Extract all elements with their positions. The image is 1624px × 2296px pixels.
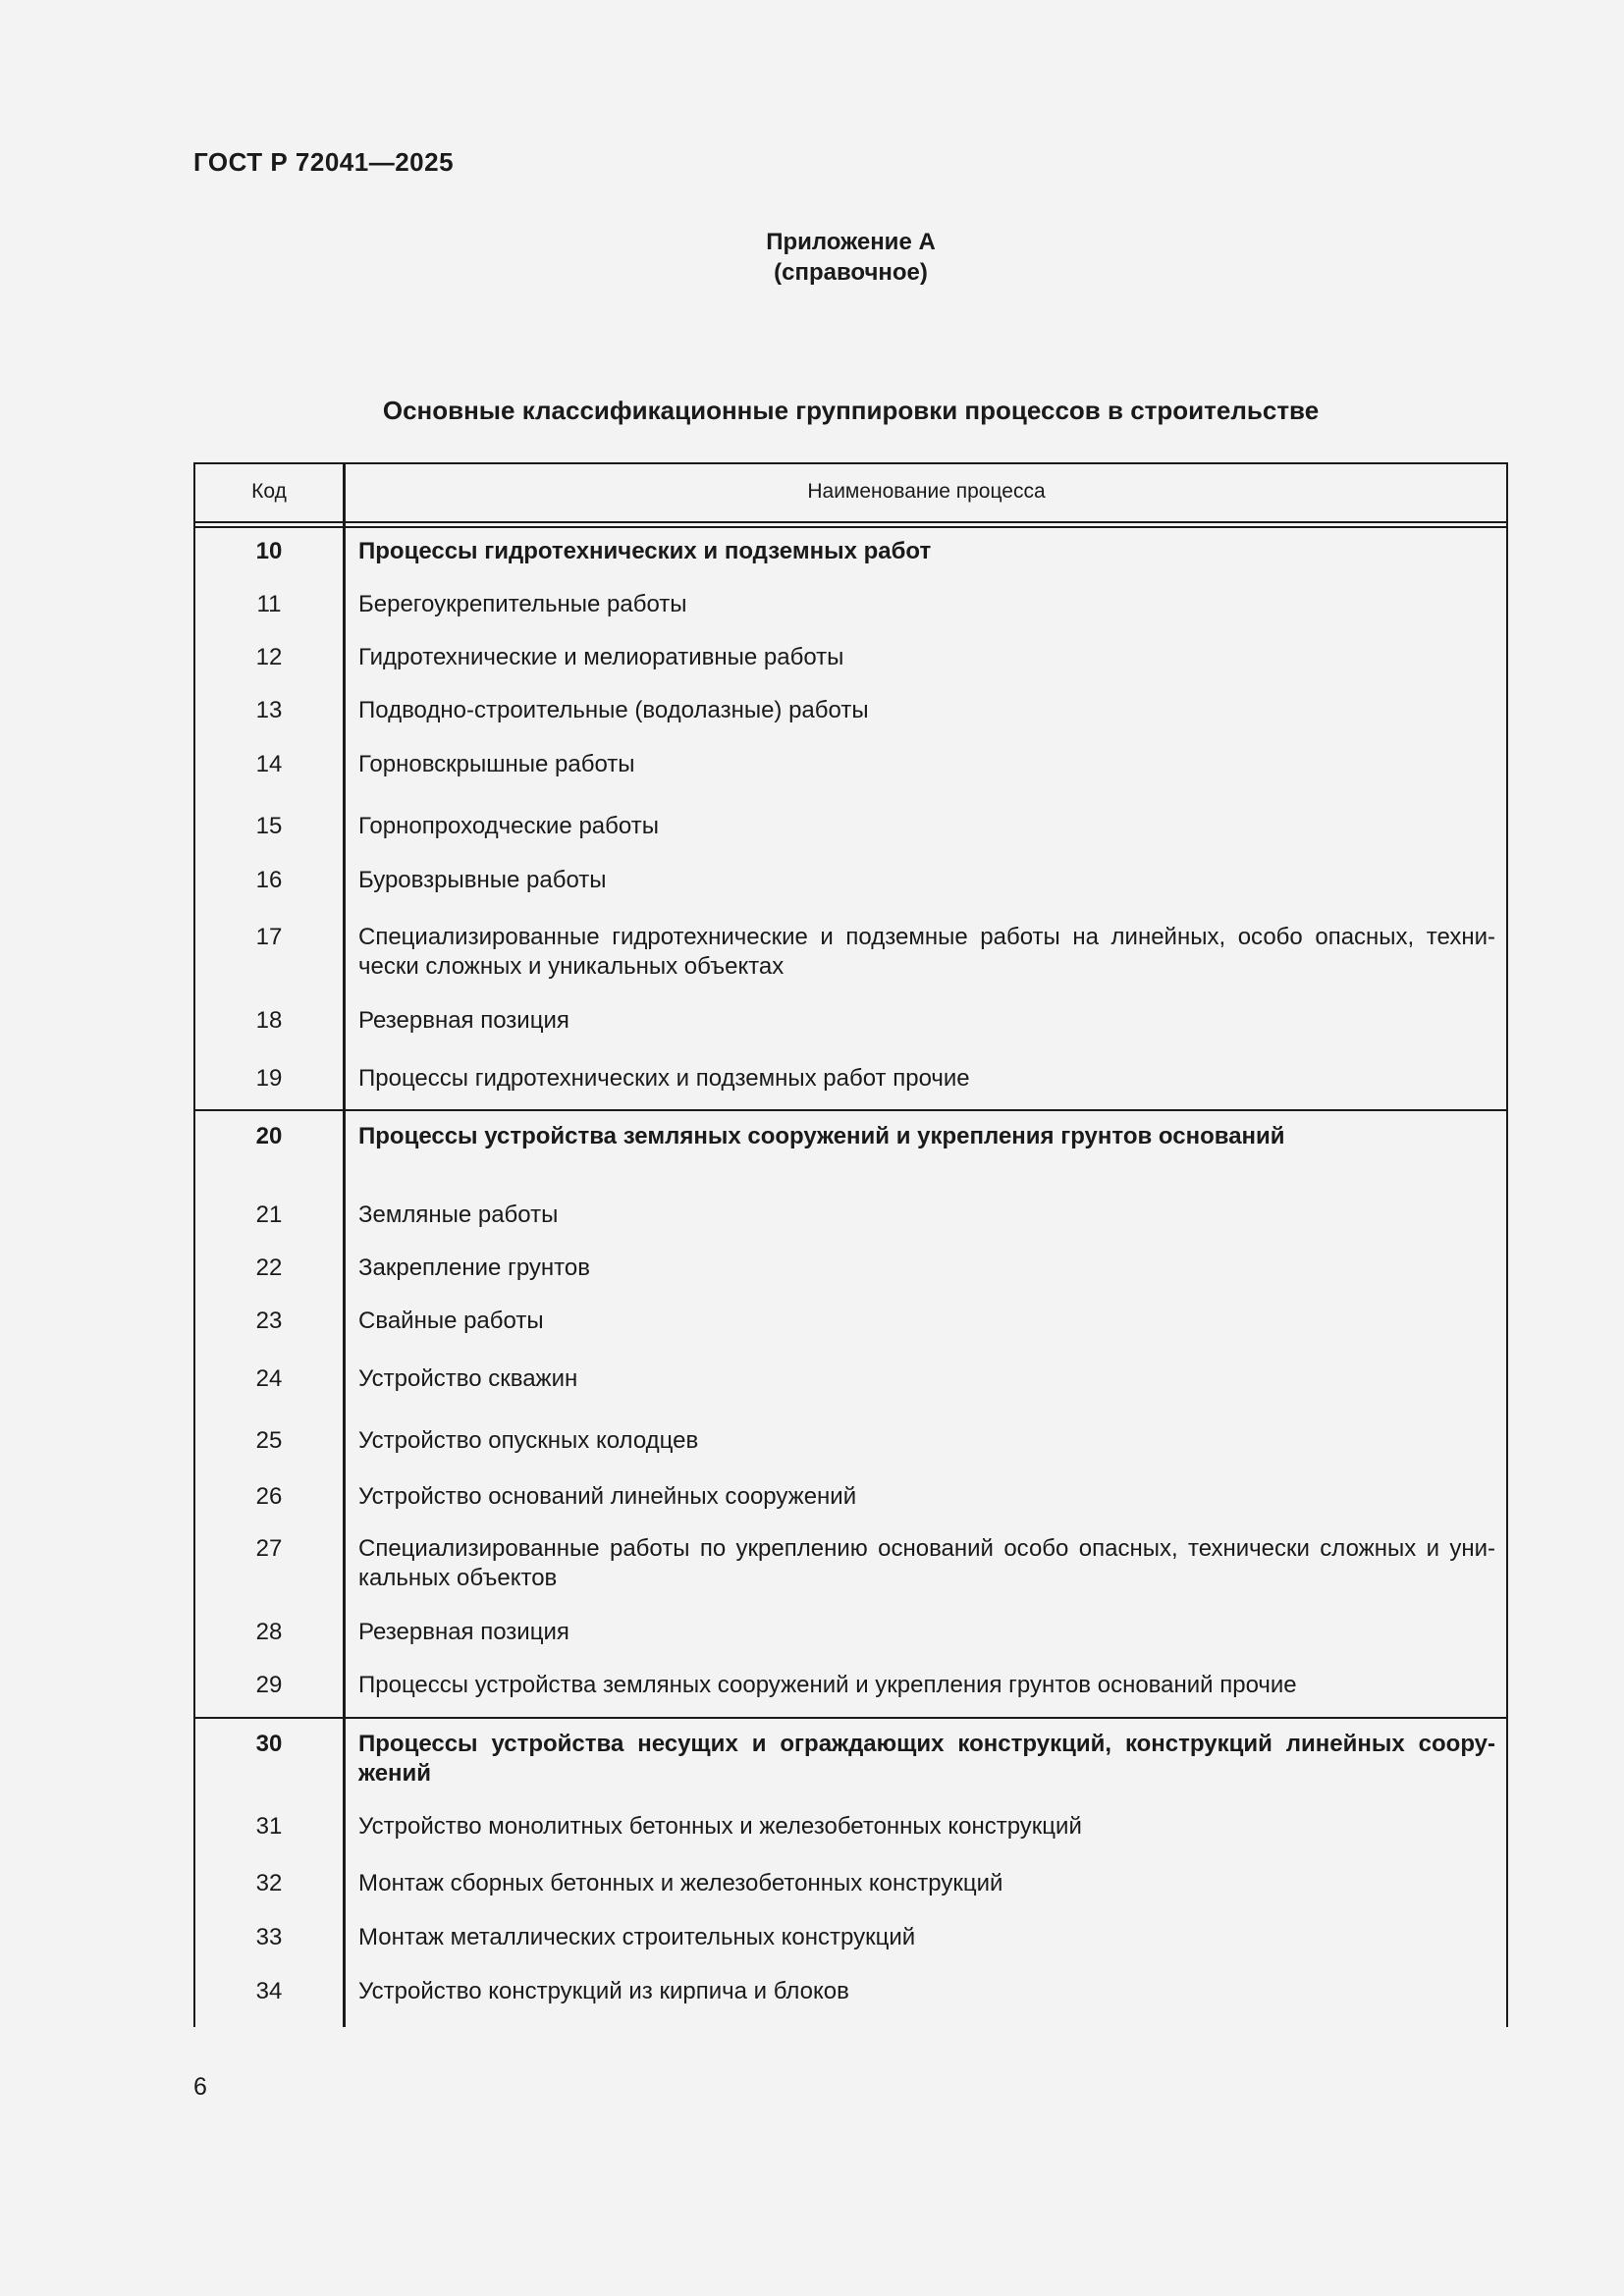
row-name: Земляные работы	[358, 1201, 559, 1228]
row-name: Устройство оснований линейных сооружений	[358, 1483, 857, 1510]
annex-type: (справочное)	[774, 259, 928, 286]
row-code: 10	[255, 538, 283, 564]
row-name: Устройство опускных колодцев	[358, 1427, 699, 1454]
row-name: Процессы гидротехнических и подземных работ прочие	[358, 1065, 970, 1092]
row-code: 19	[255, 1065, 283, 1092]
row-name: Процессы устройства несущих и ограждающих конструкций, конструкций линейных соору-жений	[358, 1731, 1495, 1787]
row-code: 18	[255, 1007, 283, 1034]
row-code: 25	[255, 1427, 283, 1454]
row-code: 34	[255, 1978, 283, 2004]
row-name: Процессы устройства земляных сооружений и укрепления грунтов оснований	[358, 1123, 1285, 1149]
row-code: 28	[255, 1619, 283, 1645]
table-title: Основные классификационные группировки процессов в строительстве	[382, 396, 1320, 425]
header-separator	[193, 521, 1508, 523]
row-name: Процессы устройства земляных сооружений и укрепления грунтов оснований прочие	[358, 1672, 1297, 1698]
row-code: 26	[255, 1483, 283, 1510]
row-code: 14	[255, 751, 283, 777]
row-code: 16	[255, 867, 283, 893]
column-header-name: Наименование процесса	[807, 480, 1046, 503]
row-code: 23	[255, 1308, 283, 1334]
row-name: Резервная позиция	[358, 1007, 569, 1034]
row-name: Буровзрывные работы	[358, 867, 607, 893]
group-separator	[193, 1717, 1508, 1719]
row-name: Специализированные гидротехнические и подземные работы на линейных, особо опасных, техни-чески сложных и уникальных объектах	[358, 924, 1495, 980]
header-separator	[193, 526, 1508, 528]
row-name: Закрепление грунтов	[358, 1255, 590, 1281]
row-name: Подводно-строительные (водолазные) работы	[358, 697, 869, 723]
row-name: Монтаж сборных бетонных и железобетонных конструкций	[358, 1870, 1003, 1896]
row-code: 32	[255, 1870, 283, 1896]
row-code: 33	[255, 1924, 283, 1950]
row-code: 29	[255, 1672, 283, 1698]
row-name: Горнопроходческие работы	[358, 813, 659, 839]
group-separator	[193, 1109, 1508, 1111]
row-code: 11	[256, 591, 282, 617]
row-code: 12	[255, 644, 283, 670]
row-code: 22	[255, 1255, 283, 1281]
row-name: Устройство монолитных бетонных и железобетонных конструкций	[358, 1813, 1082, 1840]
row-code: 30	[255, 1731, 283, 1757]
row-code: 27	[255, 1535, 283, 1562]
row-name: Устройство конструкций из кирпича и блоков	[358, 1978, 849, 2004]
row-code: 31	[255, 1813, 283, 1840]
row-name: Специализированные работы по укреплению оснований особо опасных, технически сложных и уни-кальных объектов	[358, 1535, 1495, 1591]
row-code: 21	[255, 1201, 283, 1228]
row-code: 17	[255, 924, 283, 950]
row-code: 15	[255, 813, 283, 839]
row-code: 24	[255, 1365, 283, 1392]
row-name: Свайные работы	[358, 1308, 544, 1334]
row-name: Горновскрышные работы	[358, 751, 635, 777]
document-id: ГОСТ Р 72041—2025	[193, 147, 455, 177]
row-name: Процессы гидротехнических и подземных работ	[358, 538, 932, 564]
row-code: 13	[255, 697, 283, 723]
row-name: Монтаж металлических строительных конструкций	[358, 1924, 916, 1950]
row-code: 20	[255, 1123, 283, 1149]
row-name: Резервная позиция	[358, 1619, 569, 1645]
row-name: Устройство скважин	[358, 1365, 578, 1392]
row-name: Гидротехнические и мелиоративные работы	[358, 644, 844, 670]
row-name: Берегоукрепительные работы	[358, 591, 687, 617]
page-number: 6	[193, 2073, 207, 2101]
column-header-code: Код	[251, 480, 287, 503]
annex-title: Приложение А	[766, 229, 936, 255]
